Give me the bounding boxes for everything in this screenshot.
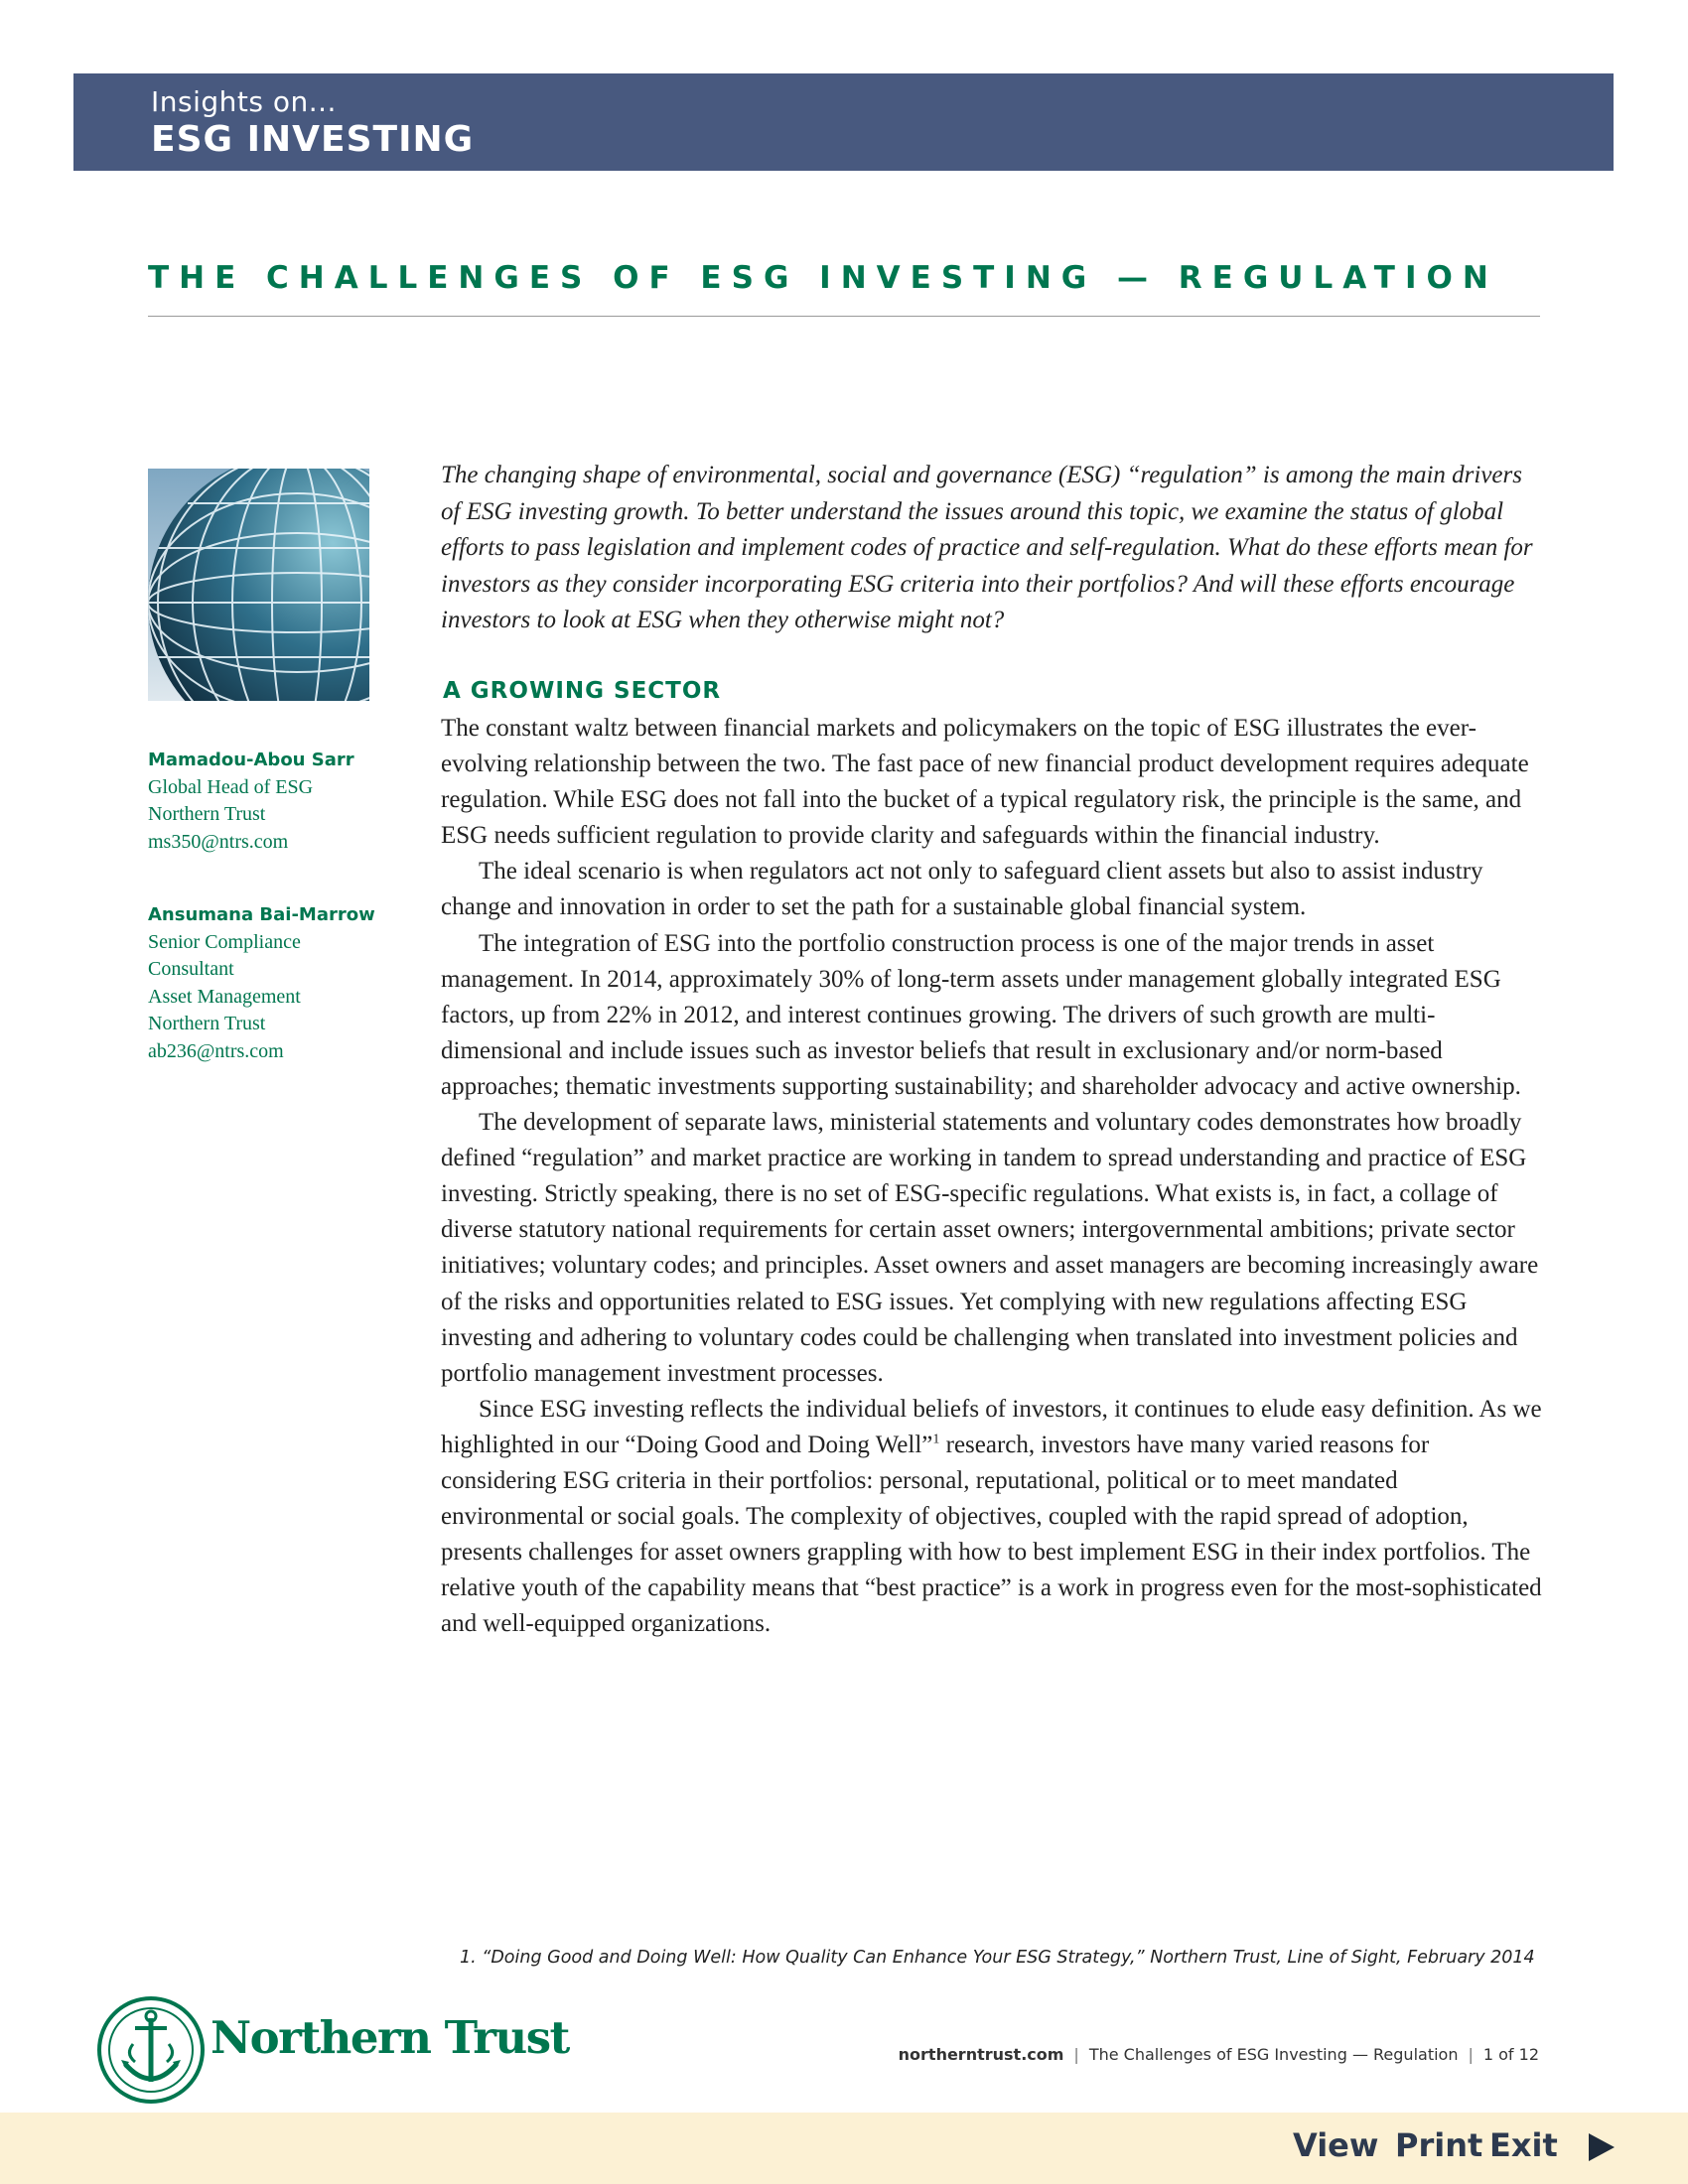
footnote-ref[interactable]: 1 <box>932 1432 940 1447</box>
footer-doc-title: The Challenges of ESG Investing — Regulation <box>1088 2045 1459 2064</box>
author-block-2 <box>148 901 376 1066</box>
body-paragraph: The ideal scenario is when regulators act not only to safeguard client assets but also to assist industry change and innovation in order to set the path for a sustainable global financial system. <box>441 858 1483 921</box>
article-title: THE CHALLENGES OF ESG INVESTING — REGULATION <box>148 260 1498 296</box>
author-block-1 <box>148 747 376 856</box>
footer-site-link[interactable]: northerntrust.com <box>898 2045 1064 2064</box>
footer-info: northerntrust.com | The Challenges of ESG Investing — Regulation | 1 of 12 <box>898 2045 1539 2064</box>
title-divider <box>148 316 1540 317</box>
section-heading: A GROWING SECTOR <box>443 678 722 704</box>
body-paragraph <box>441 1392 1545 1643</box>
article-body <box>441 711 1545 1642</box>
next-page-arrow-icon[interactable] <box>1587 2131 1617 2163</box>
author-name: Ansumana Bai-Marrow <box>148 904 375 925</box>
author-title: Global Head of ESG <box>148 775 314 798</box>
print-button[interactable]: Print <box>1395 2126 1483 2164</box>
page-number: 1 of 12 <box>1482 2045 1539 2064</box>
banner-title: ESG INVESTING <box>151 119 475 160</box>
author-department: Asset Management <box>148 985 301 1008</box>
author-company: Northern Trust <box>148 1013 266 1035</box>
banner-subtitle: Insights on... <box>151 85 337 118</box>
author-title: Senior Compliance <box>148 930 301 953</box>
intro-paragraph: The changing shape of environmental, social and governance (ESG) “regulation” is among the main drivers of ESG investing growth. To better understand the issues around this topic, we examine the status of global efforts to pass legislation and implement codes of practice and self-regulation. What do these efforts mean for investors as they consider incorporating ESG criteria into their portfolios? And will these efforts encourage investors to look at ESG when they otherwise might not? <box>441 462 1533 633</box>
author-title: Consultant <box>148 958 234 981</box>
header-banner <box>73 73 1614 171</box>
exit-button[interactable]: Exit <box>1489 2126 1558 2164</box>
northern-trust-logo-text: Northern Trust <box>211 2011 569 2064</box>
body-paragraph: The constant waltz between financial markets and policymakers on the topic of ESG illustrates the ever-evolving relationship between the two. The fast pace of new financial product development requires adequate regulation. While ESG does not fall into the bucket of a typical regulatory risk, the principle is the same, and ESG needs sufficient regulation to provide clarity and safeguards within the financial industry. <box>441 715 1529 850</box>
body-paragraph: The development of separate laws, ministerial statements and voluntary codes demonstrates how broadly defined “regulation” and market practice are working in tandem to spread understanding and practice of ESG investing. Strictly speaking, there is no set of ESG-specific regulations. What exists is, in fact, a collage of diverse statutory national requirements for certain asset owners; intergovernmental ambitions; private sector initiatives; voluntary codes; and principles. Asset owners and asset managers are becoming increasingly aware of the risks and opportunities related to ESG issues. Yet complying with new regulations affecting ESG investing and adhering to voluntary codes could be challenging when translated into investment policies and portfolio management investment processes. <box>441 1109 1539 1387</box>
author-email[interactable]: ms350@ntrs.com <box>148 830 289 853</box>
author-name: Mamadou-Abou Sarr <box>148 750 354 770</box>
author-email[interactable]: ab236@ntrs.com <box>148 1039 284 1062</box>
body-text: Since ESG investing reflects the individual beliefs of investors, it continues to elude easy definition. As we highlighted in our “Doing Good and Doing Well” <box>441 1395 1542 1458</box>
northern-trust-seal-icon <box>95 1994 207 2106</box>
author-company: Northern Trust <box>148 803 266 826</box>
footnote: 1. “Doing Good and Doing Well: How Quality Can Enhance Your ESG Strategy,” Northern Trust, Line of Sight, February 2014 <box>460 1948 1535 1968</box>
body-text: research, investors have many varied reasons for considering ESG criteria in their portfolios: personal, reputational, political or to meet mandated environmental or social goals. The complexity of objectives, coupled with the rapid spread of adoption, presents challenges for asset owners grappling with how to best implement ESG in their index portfolios. The relative youth of the capability means that “best practice” is a work in progress even for the most-sophisticated and well-equipped organizations. <box>441 1431 1542 1638</box>
globe-image <box>148 469 369 701</box>
body-paragraph: The integration of ESG into the portfolio construction process is one of the major trends in asset management. In 2014, approximately 30% of long-term assets under management globally integrated ESG factors, up from 22% in 2012, and interest continues growing. The drivers of such growth are multi-dimensional and include issues such as investor beliefs that result in exclusionary and/or norm-based approaches; thematic investments supporting sustainability; and shareholder advocacy and active ownership. <box>441 929 1521 1100</box>
view-button[interactable]: View <box>1293 2126 1379 2164</box>
